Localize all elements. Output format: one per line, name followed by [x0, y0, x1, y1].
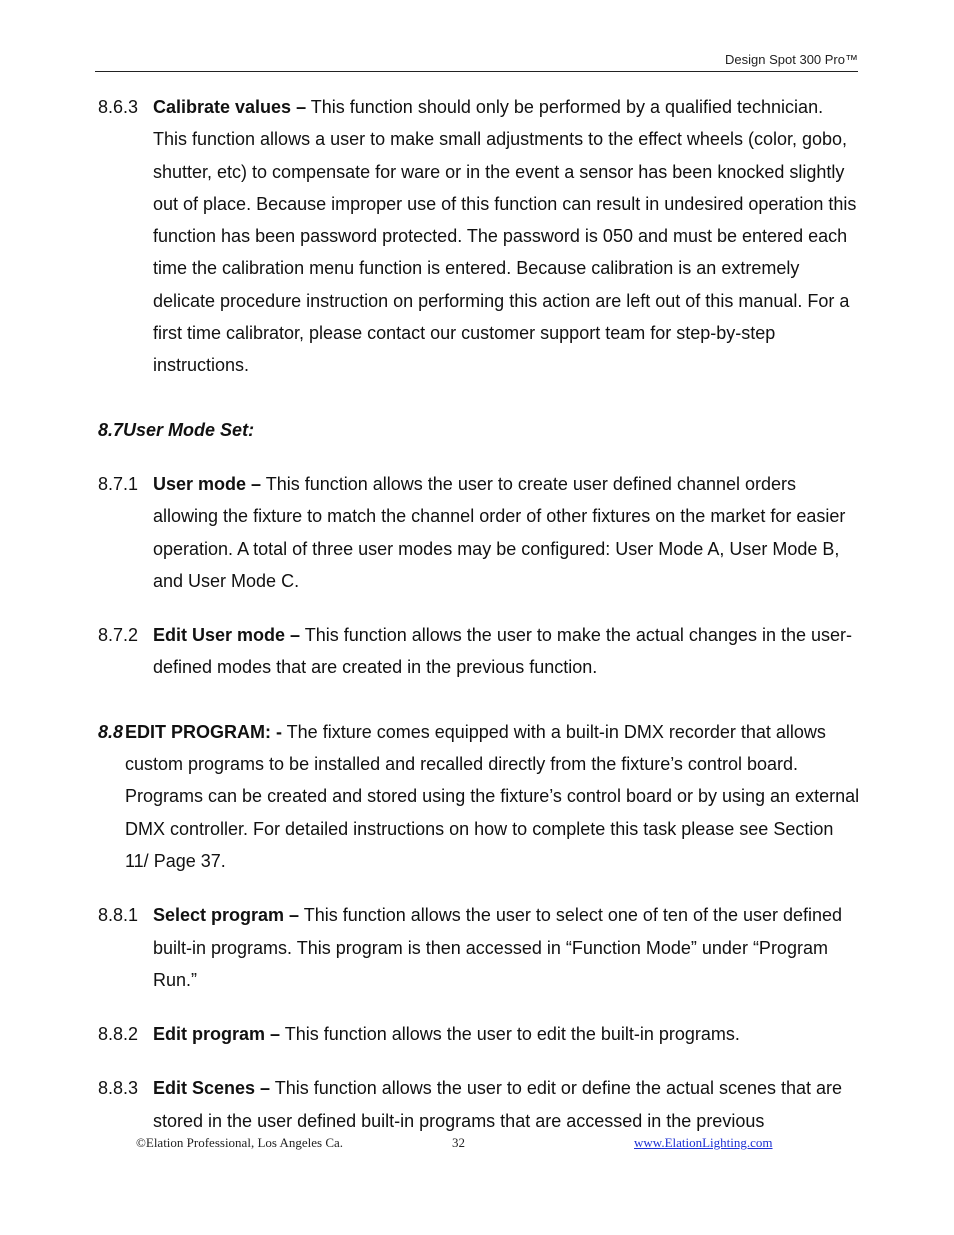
section-body [125, 716, 860, 877]
page-content [98, 91, 860, 1137]
section-number: 8.7.1 [98, 473, 139, 494]
section-term: Edit program – [153, 1024, 281, 1045]
page-number: 32 [452, 1135, 465, 1150]
section-body [153, 619, 860, 684]
section-body [153, 1018, 860, 1050]
section-body [153, 1072, 860, 1137]
section-8-8-3 [98, 1072, 860, 1137]
section-number: 8.7.2 [98, 625, 139, 646]
heading-8-7 [98, 414, 860, 446]
heading-title: User Mode Set: [123, 419, 255, 440]
section-text: This function allows the user to edit or define the actual scenes that are stored in the user defined built-in programs that are accessed in the previous [153, 1078, 843, 1131]
section-text: This function allows the user to select one of ten of the user defined built-in programs. This program is then accessed in “Function Mode” under “Program Run.” [153, 905, 843, 990]
section-text: The fixture comes equipped with a built-in DMX recorder that allows custom programs to be installed and recalled directly from the fixture’s control board. Programs can be created and stored using the fixture’s control board or by using an external DMX controller. For detailed instructions on how to complete this task please see Section 11/ Page 37. [125, 721, 860, 871]
footer-copyright: ©Elation Professional, Los Angeles Ca. [136, 1135, 344, 1150]
section-term: Select program – [153, 905, 300, 926]
section-8-8-1 [98, 899, 860, 996]
running-header: Design Spot 300 Pro™ [725, 52, 858, 67]
section-text: This function allows the user to make the actual changes in the user-defined modes that are created in the previous function. [153, 625, 853, 678]
footer-website-link[interactable]: www.ElationLighting.com [634, 1135, 773, 1150]
section-8-7-2 [98, 619, 860, 684]
section-body [153, 468, 860, 597]
section-8-8 [98, 716, 860, 877]
section-number: 8.6.3 [98, 97, 139, 117]
section-term: EDIT PROGRAM: - [125, 721, 282, 742]
section-number: 8.8.2 [98, 1024, 139, 1045]
section-text: This function allows the user to create user defined channel orders allowing the fixture to match the channel order of other fixtures on the market for easier operation. A total of three user modes may be configured: User Mode A, User Mode B, and User Mode C. [153, 473, 846, 591]
section-text: This function allows the user to edit the built-in programs. [280, 1024, 740, 1045]
section-number: 8.8.1 [98, 905, 139, 926]
section-term: User mode – [153, 473, 262, 494]
section-8-8-2 [98, 1018, 860, 1050]
section-text: This function should only be performed by a qualified technician. This function allows a user to make small adjustments to the effect wheels (color, gobo, shutter, etc) to compensate for ware or in the event a sensor has been knocked slightly out of place. Because improper use of this function can result in undesired operation this function has been password protected. The password is 050 and must be entered each time the calibration menu function is entered. Because calibration is an extremely delicate procedure instruction on performing this action are left out of this manual. For a first time calibrator, please contact our customer support team for step-by-step instructions. [153, 97, 857, 376]
section-body [153, 899, 860, 996]
section-8-7-1 [98, 468, 860, 597]
section-number: 8.8 [98, 721, 124, 742]
section-term: Edit User mode – [153, 625, 301, 646]
header-rule [95, 71, 858, 72]
section-8-6-3 [98, 91, 860, 382]
heading-number: 8.7 [98, 419, 124, 440]
section-term: Calibrate values – [153, 97, 307, 117]
section-body [153, 91, 860, 382]
section-term: Edit Scenes – [153, 1078, 271, 1099]
section-number: 8.8.3 [98, 1078, 139, 1099]
